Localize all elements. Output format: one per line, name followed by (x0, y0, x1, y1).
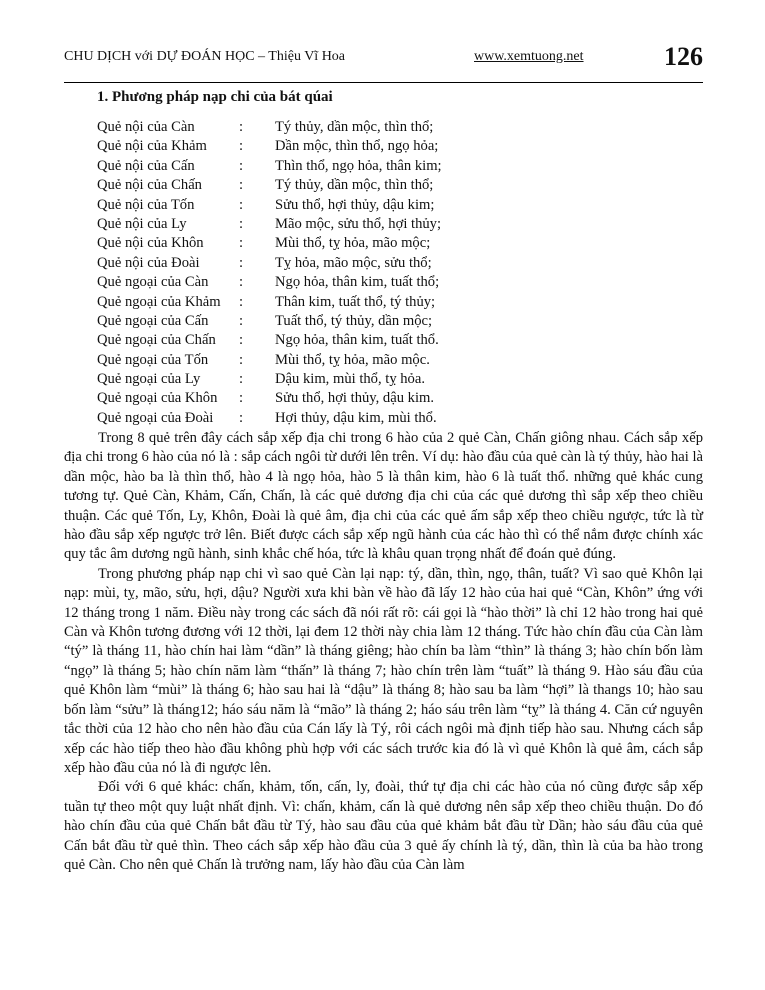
row-separator: : (239, 390, 244, 407)
hexagram-row (97, 312, 517, 331)
hexagram-name: Quẻ ngoại của Tốn (97, 351, 209, 368)
hexagram-row (97, 293, 517, 312)
hexagram-branches: Sửu thổ, hợi thủy, dậu kim; (275, 196, 435, 213)
hexagram-branches: Sửu thổ, hợi thủy, dậu kim. (275, 390, 434, 407)
row-separator: : (239, 312, 244, 329)
hexagram-row (97, 215, 517, 234)
hexagram-branches: Dậu kim, mùi thổ, tỵ hỏa. (275, 371, 425, 388)
hexagram-name: Quẻ ngoại của Khảm (97, 293, 221, 310)
row-separator: : (239, 177, 244, 194)
row-separator: : (239, 351, 244, 368)
row-separator: : (239, 157, 244, 174)
hexagram-name: Quẻ ngoại của Chấn (97, 332, 216, 349)
row-separator: : (239, 215, 244, 232)
hexagram-row (97, 370, 517, 389)
row-separator: : (239, 274, 244, 291)
hexagram-row (97, 389, 517, 408)
hexagram-row (97, 196, 517, 215)
hexagram-row (97, 273, 517, 292)
body-paragraph: Trong 8 quẻ trên đây cách sắp xếp địa chi trong 6 hào của 2 quẻ Càn, Chấn giông nhau. Cách sắp xếp địa chi trong 6 hào của nó là : sắp cách ngôi từ dưới lên trên. Ví dụ: hào đầu của quẻ càn là tý thủy, hào hai là dần mộc, hào ba là thìn thổ, hào 4 là ngọ hỏa, hào 5 là thân kim, hào 6 là tuất thổ. những quẻ khác cung tương tự. Quẻ Càn, Khảm, Cấn, Chấn, là các quẻ dương địa chi của các quẻ dương thì sắp xếp theo chiều thuận. Các quẻ Tốn, Ly, Khôn, Đoài là quẻ âm, địa chi của các quẻ ấm sắp xếp theo chiều ngược, tức là từ hào đầu sắp xếp ngược trở lên. Biết được cách sắp xếp ngũ hành của các hào thì có thể nắm được chính xác quy tắc âm dương ngũ hành, sinh khắc chế hóa, tức là khâu quan trọng nhất để đoán quẻ đúng. (64, 430, 703, 563)
hexagram-name: Quẻ nội của Khôn (97, 235, 204, 252)
hexagram-branches: Thìn thổ, ngọ hỏa, thân kim; (275, 157, 442, 174)
hexagram-row (97, 254, 517, 273)
row-separator: : (239, 196, 244, 213)
row-separator: : (239, 254, 244, 271)
hexagram-branches: Tỵ hỏa, mão mộc, sửu thổ; (275, 254, 432, 271)
hexagram-row (97, 351, 517, 370)
body-paragraph: Đối với 6 quẻ khác: chấn, khảm, tốn, cấn, ly, đoài, thứ tự địa chi các hào của nó cũng được sắp xếp tuần tự theo một quy luật nhất định. Vì: chấn, khảm, cấn là quẻ dương nên sắp xếp theo chiều thuận. Do đó hào chín đầu của quẻ Chấn bắt đầu từ Tý, hào sau đầu của quẻ khảm bắt đầu từ Dần; hào sáu đầu của quẻ Cấn bắt đầu từ quẻ thìn. Theo cách sắp xếp hào đầu của 3 quẻ ấy chính là tý, dần, thìn là của ba hào trong quẻ Càn. Cho nên quẻ Chấn là trưởng nam, lấy hào đầu của Càn làm (64, 779, 703, 873)
hexagram-name: Quẻ ngoại của Càn (97, 274, 209, 291)
section-title: 1. Phương pháp nạp chi của bát qúai (97, 89, 333, 105)
hexagram-name: Quẻ nội của Ly (97, 215, 187, 232)
hexagram-name: Quẻ nội của Càn (97, 119, 195, 135)
hexagram-table (97, 118, 517, 428)
hexagram-row (97, 157, 517, 176)
hexagram-name: Quẻ ngoại của Khôn (97, 390, 218, 407)
hexagram-row (97, 137, 517, 156)
hexagram-name: Quẻ ngoại của Đoài (97, 409, 214, 426)
hexagram-row (97, 409, 517, 428)
hexagram-branches: Mùi thổ, tỵ hỏa, mão mộc. (275, 351, 430, 368)
book-title: CHU DỊCH với DỰ ĐOÁN HỌC – Thiệu Vĩ Hoa (64, 49, 346, 64)
hexagram-name: Quẻ nội của Khảm (97, 138, 207, 155)
hexagram-branches: Ngọ hỏa, thân kim, tuất thổ; (275, 274, 440, 291)
hexagram-branches: Mùi thổ, tỵ hỏa, mão mộc; (275, 235, 431, 252)
hexagram-name: Quẻ ngoại của Cấn (97, 312, 209, 329)
row-separator: : (239, 119, 244, 135)
row-separator: : (239, 409, 244, 426)
hexagram-name: Quẻ nội của Đoài (97, 254, 200, 271)
body-paragraph: Trong phương pháp nạp chi vì sao quẻ Càn lại nạp: tý, dần, thìn, ngọ, thân, tuất? Vì sao quẻ Khôn lại nạp: mùi, tỵ, mão, sửu, hợi, dậu? Người xưa khi bàn về hào đã lấy 12 hào của hai quẻ “Càn, Khôn” ứng với 12 tháng trong 1 năm. Điều này trong các sách đã nói rất rõ: cái gọi là “hào thời” là chỉ 12 hào trong hai quẻ Càn và Khôn tương đương với 12 thời, lại đem 12 thời này chia làm 12 tháng. Tức hào chín đầu của Càn làm “tý” là tháng 11, hào chín hai làm “dần” là tháng giêng; hào chín ba làm “thìn” là tháng 3; hào chín bốn làm “ngọ” là tháng 5; hào chín năm làm “thấn” là tháng 7; hào chín trên làm “tuất” là tháng 9. Hào sáu đầu của quẻ Khôn làm “mùi” là tháng 6; hào sau hai là “dậu” là tháng 8; hào sau ba làm “hợi” là thangs 10; hào sau bốn làm “sửu” là tháng12; háo sáu năm là “mão” là tháng 2; háo sáu trên làm “tỵ” là tháng 4. Căn cứ nguyên tắc thời của 12 hào cho nên hào đầu của Cán lấy là Tý, rôi cách ngôi mà định tiếp hào sau. Nhưng cách sắp xếp các hào tiếp theo hào đầu không phù hợp với các sách trước kia đó là vì quẻ Khôn là quẻ âm, cách sắp xếp hào đầu của nó là đi ngược lên. (64, 565, 703, 776)
website-link[interactable]: www.xemtuong.net (474, 49, 584, 64)
hexagram-branches: Dần mộc, thìn thổ, ngọ hỏa; (275, 138, 439, 155)
hexagram-name: Quẻ nội của Tốn (97, 196, 195, 213)
hexagram-branches: Mão mộc, sửu thổ, hợi thủy; (275, 215, 442, 232)
hexagram-branches: Ngọ hỏa, thân kim, tuất thổ. (275, 332, 439, 349)
hexagram-row (97, 234, 517, 253)
hexagram-branches: Hợi thủy, dậu kim, mùi thổ. (275, 409, 437, 426)
hexagram-branches: Tý thủy, dần mộc, thìn thổ; (275, 119, 434, 135)
hexagram-name: Quẻ ngoại của Ly (97, 371, 201, 388)
row-separator: : (239, 293, 244, 310)
page-header (64, 40, 703, 83)
row-separator: : (239, 332, 244, 349)
hexagram-row (97, 118, 517, 137)
row-separator: : (239, 138, 244, 155)
hexagram-branches: Tuất thổ, tý thủy, dần mộc; (275, 312, 433, 329)
hexagram-row (97, 176, 517, 195)
hexagram-row (97, 331, 517, 350)
hexagram-branches: Tý thủy, dần mộc, thìn thổ; (275, 177, 434, 194)
row-separator: : (239, 235, 244, 252)
body-text (64, 429, 703, 875)
hexagram-name: Quẻ nội của Cấn (97, 157, 195, 174)
hexagram-branches: Thân kim, tuất thổ, tý thủy; (275, 293, 436, 310)
row-separator: : (239, 371, 244, 388)
hexagram-name: Quẻ nội của Chấn (97, 177, 202, 194)
page-number: 126 (664, 42, 703, 71)
